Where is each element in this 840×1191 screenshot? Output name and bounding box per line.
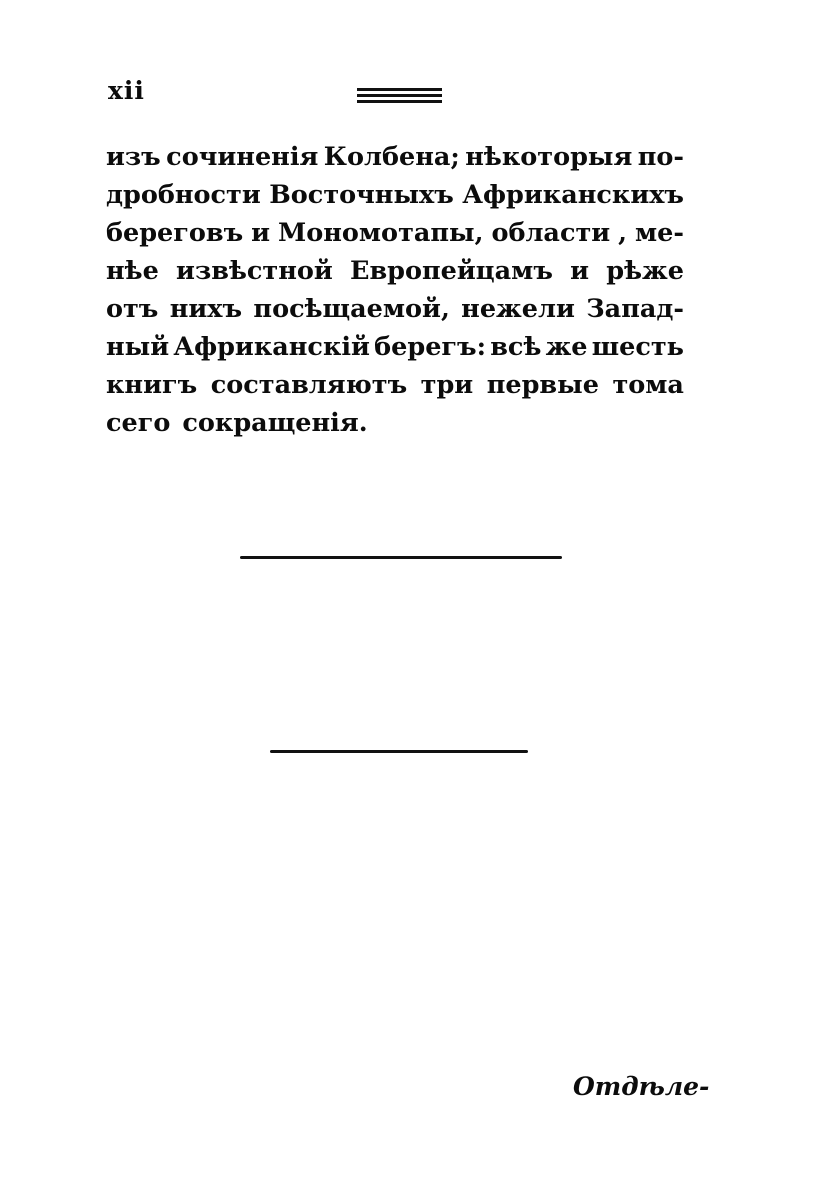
word: и	[570, 256, 590, 286]
word: сего	[106, 408, 171, 438]
word: ный	[106, 332, 170, 362]
word: Африканскій	[173, 332, 370, 362]
header-ornament-rule	[357, 88, 442, 106]
word: Колбена;	[323, 142, 460, 172]
word: Европейцамъ	[350, 256, 553, 286]
word: шесть	[591, 332, 684, 362]
text-line	[106, 404, 684, 442]
word: первые	[486, 370, 599, 400]
word: ,	[618, 218, 628, 248]
word: посѣщаемой,	[253, 294, 450, 324]
word: изъ	[106, 142, 161, 172]
word: рѣже	[606, 256, 684, 286]
header-rule-bar	[357, 94, 442, 97]
text-line	[106, 176, 684, 214]
word: нѣе	[106, 256, 159, 286]
text-line	[106, 328, 684, 366]
word: нихъ	[169, 294, 243, 324]
word: отъ	[106, 294, 159, 324]
text-line	[106, 366, 684, 404]
word: Запад-	[586, 294, 684, 324]
word: Восточныхъ	[269, 180, 454, 210]
header-rule-bar	[357, 88, 442, 91]
word: составляютъ	[210, 370, 408, 400]
word: и	[251, 218, 271, 248]
text-line	[106, 138, 684, 176]
word: Мономотапы,	[278, 218, 484, 248]
text-line	[106, 290, 684, 328]
word: извѣстной	[176, 256, 333, 286]
word: три	[420, 370, 474, 400]
word: всѣ	[490, 332, 542, 362]
text-line	[106, 214, 684, 252]
word: по-	[637, 142, 684, 172]
word: же	[545, 332, 588, 362]
word: книгъ	[106, 370, 198, 400]
word: Африканскихъ	[462, 180, 684, 210]
word: берегъ:	[374, 332, 487, 362]
body-paragraph	[106, 138, 684, 442]
header-rule-bar	[357, 100, 442, 103]
section-divider-rule	[240, 556, 562, 559]
word: нежели	[461, 294, 575, 324]
word: сочиненія	[166, 142, 319, 172]
catchword: Отдѣле-	[573, 1072, 710, 1101]
word: сокращенія.	[182, 408, 368, 438]
word: дробности	[106, 180, 261, 210]
section-divider-rule	[270, 750, 528, 753]
word: нѣкоторыя	[465, 142, 633, 172]
word: ме-	[634, 218, 684, 248]
page-number: xii	[108, 76, 145, 105]
word: береговъ	[106, 218, 244, 248]
word: области	[491, 218, 611, 248]
word: тома	[612, 370, 684, 400]
text-line	[106, 252, 684, 290]
